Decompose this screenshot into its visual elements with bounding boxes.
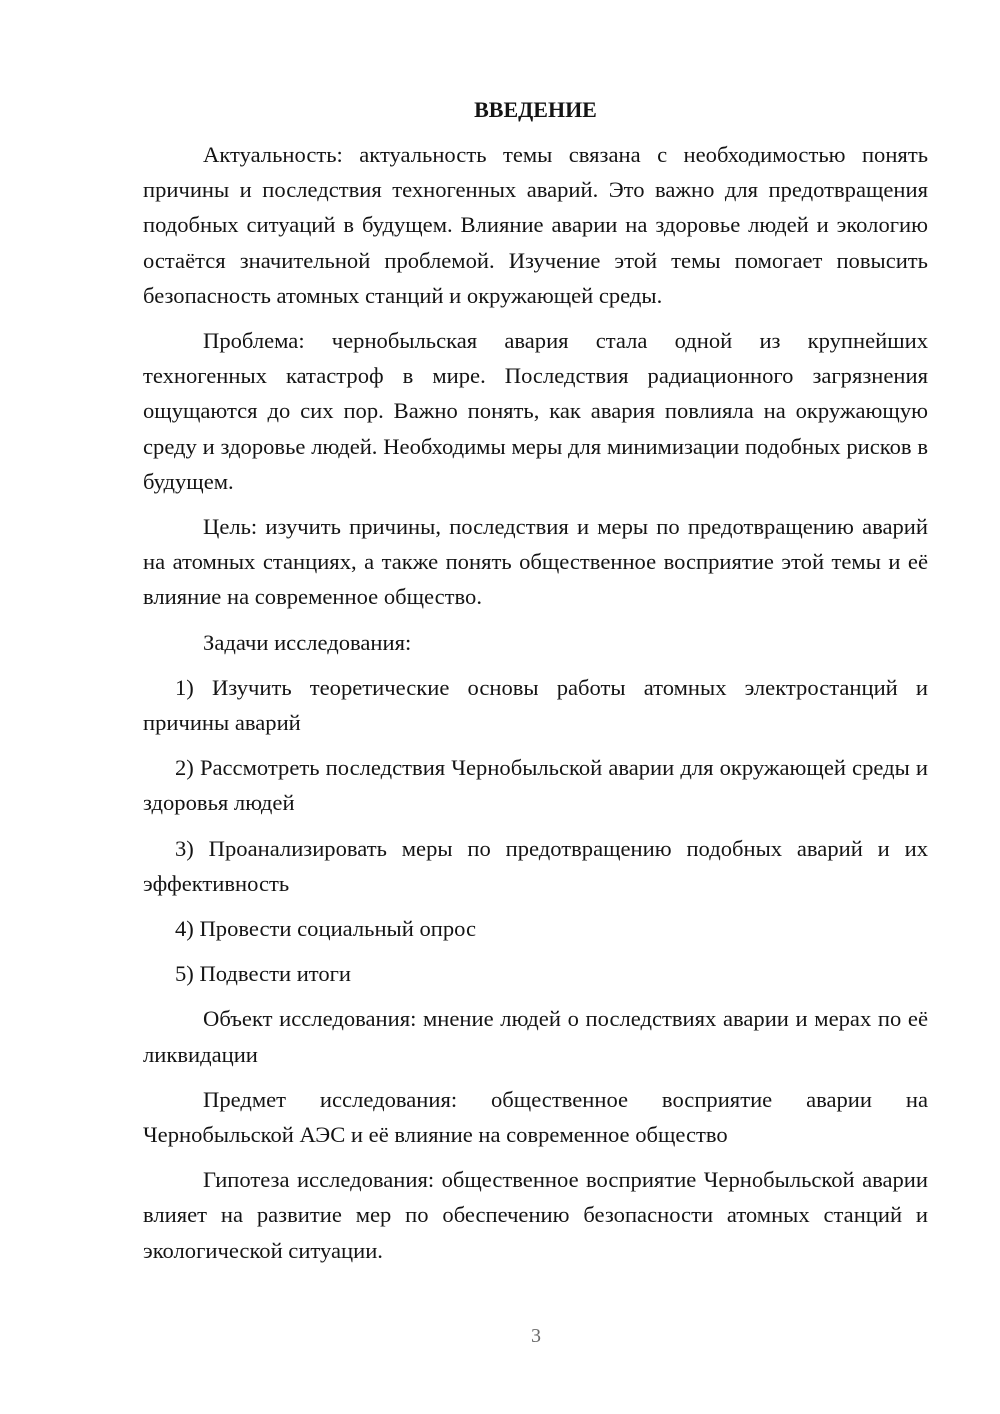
paragraph-object: Объект исследования: мнение людей о последствиях аварии и мерах по её ликвидации	[143, 1006, 928, 1067]
section-title: ВВЕДЕНИЕ	[474, 97, 597, 122]
task-item-4: 4) Провести социальный опрос	[175, 916, 477, 942]
paragraph-goal: Цель: изучить причины, последствия и меры по предотвращению аварий на атомных станциях, а также понять общественное восприятие этой темы и её влияние на современное общество.	[143, 514, 928, 610]
paragraph-problem: Проблема: чернобыльская авария стала одной из крупнейших техногенных катастроф в мире. Последствия радиационного загрязнения ощущаются до сих пор. Важно понять, как авария повлияла на окружающую среду и здоровье людей. Необходимы меры для минимизации подобных рисков в будущем.	[143, 328, 928, 494]
task-item-3: 3) Проанализировать меры по предотвращению подобных аварий и их эффективность	[143, 835, 928, 896]
task-item-5: 5) Подвести итоги	[175, 961, 352, 987]
page-number: 3	[531, 1325, 541, 1347]
paragraph-relevance: Актуальность: актуальность темы связана с необходимостью понять причины и последствия техногенных аварий. Это важно для предотвращения подобных ситуаций в будущем. Влияние аварии на здоровье людей и экологию остаётся значительной проблемой. Изучение этой темы помогает повысить безопасность атомных станций и окружающей среды.	[143, 142, 928, 308]
task-item-1: 1) Изучить теоретические основы работы атомных электростанций и причины аварий	[143, 674, 928, 736]
page-content	[143, 95, 928, 1278]
tasks-heading: Задачи исследования:	[203, 629, 412, 655]
paragraph-subject: Предмет исследования: общественное восприятие аварии на Чернобыльской АЭС и её влияние на современное общество	[143, 1086, 928, 1148]
task-item-2: 2) Рассмотреть последствия Чернобыльской аварии для окружающей среды и здоровья людей	[143, 755, 928, 816]
paragraph-hypothesis: Гипотеза исследования: общественное восприятие Чернобыльской аварии влияет на развитие мер по обеспечению безопасности атомных станций и экологической ситуации.	[143, 1167, 928, 1263]
